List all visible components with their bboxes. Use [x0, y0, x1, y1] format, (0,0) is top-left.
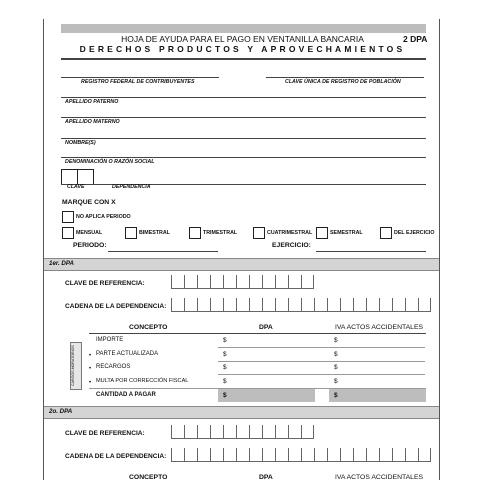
header-bar [61, 24, 426, 33]
col-concepto-1: CONCEPTO [129, 324, 168, 331]
row-parte-actualizada-dpa[interactable]: $ [223, 351, 227, 358]
mensual-checkbox[interactable] [62, 227, 74, 239]
total-dpa-currency: $ [223, 392, 227, 399]
total-iva-currency: $ [334, 392, 338, 399]
mensual-label: MENSUAL [76, 230, 103, 236]
form-border-right [439, 19, 440, 480]
row-multa-label: MULTA POR CORRECCIÓN FISCAL [96, 378, 189, 384]
row-bullet-1: • [89, 353, 92, 359]
row-recargos-dpa[interactable]: $ [223, 364, 227, 371]
apellido-paterno-line[interactable] [61, 97, 426, 98]
ejercicio-line[interactable] [316, 251, 426, 252]
col-iva-2: IVA ACTOS ACCIDENTALES [335, 474, 424, 481]
row-importe-iva[interactable]: $ [334, 337, 338, 344]
del-ejercicio-label: DEL EJERCICIO [394, 230, 435, 236]
bimestral-checkbox[interactable] [125, 227, 137, 239]
total-label: CANTIDAD A PAGAR [96, 392, 156, 398]
form-subtitle: DERECHOS PRODUCTOS Y APROVECHAMIENTOS [79, 44, 406, 54]
row-rule-1 [218, 347, 425, 348]
col-iva-1: IVA ACTOS ACCIDENTALES [335, 324, 424, 331]
apellido-materno-label: APELLIDO MATERNO [65, 119, 120, 125]
cadena-dependencia-field-2[interactable] [171, 448, 431, 462]
col-concepto-2: CONCEPTO [129, 474, 168, 481]
form-code: 2 DPA [403, 34, 428, 44]
del-ejercicio-checkbox[interactable] [380, 227, 392, 239]
form-title: HOJA DE AYUDA PARA EL PAGO EN VENTANILLA BANCARIA [121, 34, 364, 44]
semestral-label: SEMESTRAL [330, 230, 363, 236]
clave-box-1[interactable] [61, 169, 78, 185]
clave-referencia-label-1: CLAVE DE REFERENCIA: [65, 280, 145, 287]
cuatrimestral-label: CUATRIMESTRAL [267, 230, 313, 236]
rfc-line[interactable] [61, 77, 219, 78]
no-aplica-checkbox[interactable] [62, 211, 74, 223]
trimestral-label: TRIMESTRAL [203, 230, 238, 236]
cadena-dependencia-label-1: CADENA DE LA DEPENDENCIA: [65, 303, 167, 310]
cadena-dependencia-label-2: CADENA DE LA DEPENDENCIA: [65, 453, 167, 460]
rfc-label: REGISTRO FEDERAL DE CONTRIBUYENTES [81, 79, 195, 85]
section-2-title: 2o. DPA [49, 408, 73, 415]
clave-referencia-label-2: CLAVE DE REFERENCIA: [65, 430, 145, 437]
cargos-moratorios-box [70, 342, 82, 390]
col-dpa-2: DPA [259, 474, 273, 481]
row-importe-dpa[interactable]: $ [223, 337, 227, 344]
apellido-materno-line[interactable] [61, 117, 426, 118]
table-header-rule-1 [89, 333, 426, 334]
section-2-bar [44, 406, 439, 419]
header-rule [61, 58, 426, 60]
marque-con-x: MARQUE CON X [62, 199, 116, 206]
clave-referencia-field-2[interactable] [171, 425, 314, 439]
periodo-line[interactable] [108, 251, 218, 252]
total-iva-cell[interactable] [329, 389, 426, 402]
cuatrimestral-checkbox[interactable] [253, 227, 265, 239]
bimestral-label: BIMESTRAL [139, 230, 170, 236]
row-bullet-3: • [89, 380, 92, 386]
row-multa-iva[interactable]: $ [334, 378, 338, 385]
section-1-title: 1er. DPA [49, 260, 74, 267]
row-parte-actualizada-iva[interactable]: $ [334, 351, 338, 358]
total-dpa-cell[interactable] [218, 389, 315, 402]
no-aplica-label: NO APLICA PERIODO [76, 214, 131, 220]
dependencia-label: DEPENDENCIA [112, 184, 151, 190]
ejercicio-label: EJERCICIO: [272, 242, 311, 249]
curp-line[interactable] [266, 77, 424, 78]
clave-referencia-field-1[interactable] [171, 275, 314, 289]
trimestral-checkbox[interactable] [189, 227, 201, 239]
row-rule-3 [218, 374, 425, 375]
semestral-checkbox[interactable] [316, 227, 328, 239]
row-importe-label: IMPORTE [96, 337, 124, 343]
denominacion-line[interactable] [61, 157, 426, 158]
row-multa-dpa[interactable]: $ [223, 378, 227, 385]
nombre-label: NOMBRE(S) [65, 140, 96, 146]
apellido-paterno-label: APELLIDO PATERNO [65, 99, 119, 105]
cargos-moratorios-label: CARGOS MORATORIOS [71, 345, 75, 387]
row-recargos-iva[interactable]: $ [334, 364, 338, 371]
nombre-line[interactable] [61, 138, 426, 139]
clave-label: CLAVE [67, 184, 85, 190]
row-recargos-label: RECARGOS [96, 364, 131, 370]
section-1-bar [44, 258, 439, 271]
periodo-label: PERIODO: [73, 242, 107, 249]
denominacion-label: DENOMINACIÓN O RAZÓN SOCIAL [65, 159, 155, 165]
row-bullet-2: • [89, 366, 92, 372]
curp-label: CLAVE ÚNICA DE REGISTRO DE POBLACIÓN [285, 79, 401, 85]
col-dpa-1: DPA [259, 324, 273, 331]
row-rule-2 [218, 361, 425, 362]
clave-box-2[interactable] [77, 169, 94, 185]
row-parte-actualizada-label: PARTE ACTUALIZADA [96, 351, 159, 357]
cadena-dependencia-field-1[interactable] [171, 298, 431, 312]
